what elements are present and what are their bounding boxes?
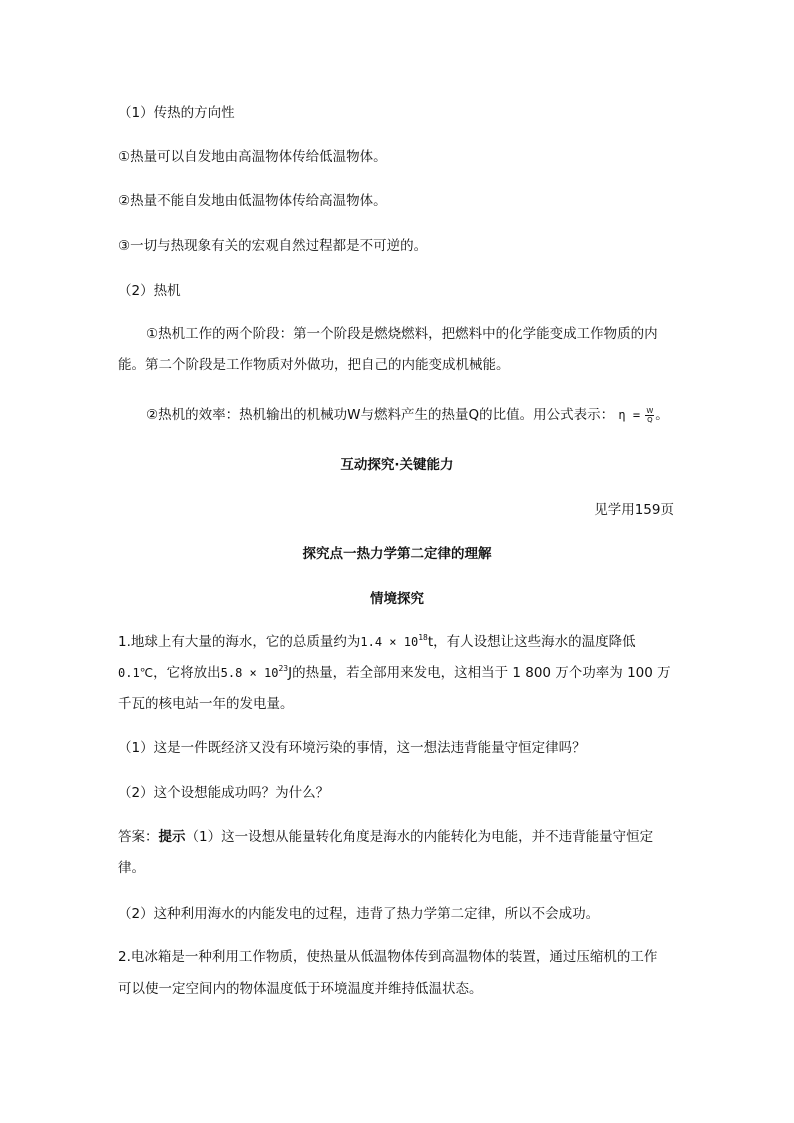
- question1-line2: [118, 664, 671, 682]
- interactive-title: 互动探究·关键能力: [340, 457, 454, 473]
- subquestion-2: （2）这个设想能成功吗？为什么？: [118, 785, 330, 801]
- answer-line2: 律。: [118, 860, 145, 876]
- section-heading-heat-engine: （2）热机: [118, 283, 181, 299]
- subquestion-1: （1）这是一件既经济又没有环境污染的事情，这一想法违背能量守恒定律吗？: [118, 740, 586, 756]
- efficiency-paragraph: [146, 406, 669, 424]
- question1-text: 1.地球上有大量的海水，它的总质量约为: [118, 634, 361, 650]
- mass-exponent: 18: [418, 633, 428, 642]
- heat-base: 5.8 × 10: [220, 666, 279, 680]
- page-reference: 见学用159页: [594, 502, 674, 518]
- answer-line1: [118, 828, 653, 846]
- list-item: ②热量不能自发地由低温物体传给高温物体。: [118, 193, 387, 209]
- mass-base: 1.4 × 10: [360, 635, 419, 649]
- question1-text: J的热量，若全部用来发电，这相当于 1 800 万个功率为 100 万: [288, 665, 671, 681]
- formula-end: 。: [655, 407, 669, 423]
- question2-line2: 可以使一定空间内的物体温度低于环境温度并维持低温状态。: [118, 981, 483, 997]
- paragraph-line: ①热机工作的两个阶段：第一个阶段是燃烧燃料，把燃料中的化学能变成工作物质的内: [146, 326, 658, 342]
- answer-label: 答案：: [118, 829, 159, 845]
- question1-line3: 千瓦的核电站一年的发电量。: [118, 696, 294, 712]
- section-heading-heat-direction: （1）传热的方向性: [118, 105, 235, 121]
- question1-text: ，它将放出: [153, 665, 221, 681]
- formula-lhs: η =: [618, 408, 641, 422]
- formula-denominator: Q: [647, 415, 653, 424]
- topic-title: 探究点一热力学第二定律的理解: [302, 546, 492, 562]
- temperature-value: 0.1℃: [118, 666, 154, 680]
- answer-text: （1）这一设想从能量转化角度是海水的内能转化为电能，并不违背能量守恒定: [185, 829, 654, 845]
- question1-line1: [118, 633, 636, 651]
- question2-line1: 2.电冰箱是一种利用工作物质，使热量从低温物体传到高温物体的装置，通过压缩机的工作: [118, 949, 658, 965]
- answer-2: （2）这种利用海水的内能发电的过程，违背了热力学第二定律，所以不会成功。: [118, 906, 600, 922]
- hint-label: 提示: [158, 829, 186, 845]
- heat-value: [221, 666, 288, 680]
- question1-text: t，有人设想让这些海水的温度降低: [427, 634, 636, 650]
- paragraph-line: 能。第二个阶段是工作物质对外做功，把自己的内能变成机械能。: [118, 357, 510, 373]
- heat-exponent: 23: [278, 664, 289, 673]
- list-item: ③一切与热现象有关的宏观自然过程都是不可逆的。: [118, 238, 428, 254]
- formula-numerator: W: [646, 406, 654, 415]
- mass-value: [360, 635, 427, 649]
- efficiency-text: ②热机的效率：热机输出的机械功W与燃料产生的热量Q的比值。用公式表示：: [146, 407, 615, 423]
- list-item: ①热量可以自发地由高温物体传给低温物体。: [118, 149, 387, 165]
- formula-fraction: [645, 407, 654, 424]
- subtitle: 情境探究: [370, 591, 424, 607]
